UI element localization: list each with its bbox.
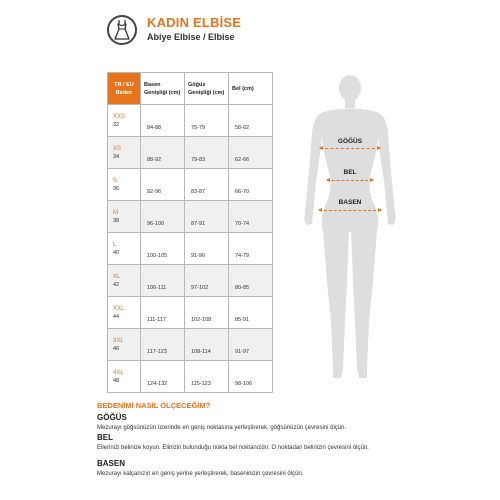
bel-value: 85-91 <box>229 297 273 329</box>
gogus-value: 83-87 <box>185 169 229 201</box>
basen-value: 92-96 <box>141 169 185 201</box>
basen-label: BASEN <box>338 199 362 206</box>
size-cell <box>108 361 141 393</box>
gogus-value: 102-108 <box>185 297 229 329</box>
table-row <box>108 361 273 393</box>
size-cell <box>108 233 141 265</box>
size-code: M <box>113 209 118 216</box>
size-code: 4XL <box>113 369 124 376</box>
size-cell <box>108 169 141 201</box>
size-number: 48 <box>113 377 120 384</box>
body-figure <box>285 72 415 397</box>
size-cell <box>108 201 141 233</box>
size-table <box>107 72 273 393</box>
gogus-value: 91-96 <box>185 233 229 265</box>
size-code: XL <box>113 273 121 280</box>
size-code: S <box>113 177 118 184</box>
bel-value: 98-106 <box>229 361 273 393</box>
size-cell <box>108 265 141 297</box>
size-number: 38 <box>113 217 120 224</box>
bel-value: 74-79 <box>229 233 273 265</box>
gogus-value: 75-79 <box>185 105 229 137</box>
gogus-text: Mezurayı göğsünüzün üzerinde en geniş noktasına yerleştirerek, göğsünüzün çevresini ölçün. <box>97 425 347 431</box>
basen-value: 100-105 <box>141 233 185 265</box>
table-row <box>108 137 273 169</box>
basen-value: 96-100 <box>141 201 185 233</box>
gogus-value: 97-102 <box>185 265 229 297</box>
table-row <box>108 201 273 233</box>
logo <box>107 15 137 45</box>
table-row <box>108 105 273 137</box>
size-cell <box>108 329 141 361</box>
size-code: XXS <box>113 113 126 120</box>
table-row <box>108 329 273 361</box>
bel-text: Ellerinizi belinize koyun. Elinizin bulunduğu nokta bel noktanızdır. O noktadan belinizin çevresini ölçün. <box>97 445 369 451</box>
page-subtitle: Abiye Elbise / Elbise <box>147 32 235 42</box>
column-header-bel: Bel (cm) <box>229 73 273 105</box>
table-row <box>108 233 273 265</box>
column-header-gogus: Göğüs Genişliği (cm) <box>185 73 229 105</box>
table-row <box>108 297 273 329</box>
bel-value: 70-74 <box>229 201 273 233</box>
size-cell <box>108 137 141 169</box>
size-number: 46 <box>113 345 120 352</box>
gogus-value: 87-91 <box>185 201 229 233</box>
size-code: XXL <box>113 305 125 312</box>
table-header-row <box>108 73 273 105</box>
size-number: 36 <box>113 185 120 192</box>
bel-label: BEL <box>343 169 357 176</box>
basen-value: 84-88 <box>141 105 185 137</box>
size-code: 3XL <box>113 337 124 344</box>
basen-value: 88-92 <box>141 137 185 169</box>
bel-value: 80-85 <box>229 265 273 297</box>
bel-measure-line <box>327 180 373 181</box>
bel-value: 91-97 <box>229 329 273 361</box>
column-header-basen: Basen Genişliği (cm) <box>141 73 185 105</box>
basen-value: 124-132 <box>141 361 185 393</box>
gogus-value: 115-123 <box>185 361 229 393</box>
size-number: 42 <box>113 281 120 288</box>
size-number: 32 <box>113 121 120 128</box>
size-number: 40 <box>113 249 120 256</box>
bel-value: 62-66 <box>229 137 273 169</box>
table-row <box>108 265 273 297</box>
size-code: L <box>113 241 117 248</box>
body-silhouette-icon <box>285 72 415 392</box>
basen-measure-line <box>319 210 381 211</box>
page-title: KADIN ELBİSE <box>147 15 242 30</box>
size-number: 34 <box>113 153 120 160</box>
basen-value: 117-123 <box>141 329 185 361</box>
size-cell <box>108 105 141 137</box>
gogus-value: 108-114 <box>185 329 229 361</box>
basen-value: 111-117 <box>141 297 185 329</box>
basen-text: Mezurayı kalçanızın en geniş yerine yerleştirerek, baseninizin çevresini ölçün. <box>97 471 304 477</box>
size-code: XS <box>113 145 122 152</box>
corner-header: TR / EU Beden <box>108 73 141 105</box>
size-cell <box>108 297 141 329</box>
table-row <box>108 169 273 201</box>
bel-value: 66-70 <box>229 169 273 201</box>
gogus-measure-line <box>320 148 380 149</box>
size-number: 44 <box>113 313 120 320</box>
how-to-measure-title: BEDENİMİ NASIL ÖLÇECEĞİM? <box>97 401 211 410</box>
gogus-heading: GÖĞÜS <box>97 413 127 422</box>
basen-heading: BASEN <box>97 459 126 468</box>
basen-value: 106-111 <box>141 265 185 297</box>
bel-heading: BEL <box>97 433 113 442</box>
bel-value: 58-62 <box>229 105 273 137</box>
gogus-label: GÖĞÜS <box>337 138 363 145</box>
dress-icon <box>113 19 131 41</box>
gogus-value: 79-83 <box>185 137 229 169</box>
